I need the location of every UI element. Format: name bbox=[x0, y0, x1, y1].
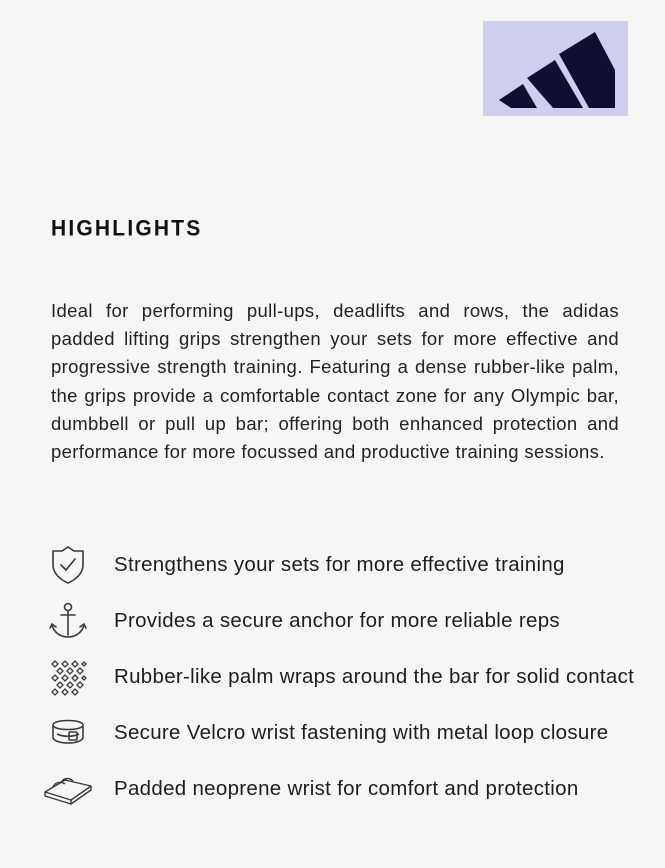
feature-item bbox=[42, 705, 642, 761]
feature-text: Secure Velcro wrist fastening with metal loop closure bbox=[114, 721, 609, 744]
feature-text: Provides a secure anchor for more reliable reps bbox=[114, 609, 560, 632]
feature-item bbox=[42, 649, 642, 705]
wrist-strap-icon bbox=[42, 711, 94, 755]
padded-layers-icon bbox=[42, 767, 94, 811]
product-description: Ideal for performing pull-ups, deadlifts and rows, the adidas padded lifting grips strengthen your sets for more effective and progressive strength training. Featuring a dense rubber-like palm, the grips provide a comfortable contact zone for any Olympic bar, dumbbell or pull up bar; offering both enhanced protection and performance for more focussed and productive training sessions. bbox=[51, 300, 619, 463]
feature-text: Strengthens your sets for more effective training bbox=[114, 553, 565, 576]
textured-grip-icon bbox=[42, 655, 94, 699]
feature-item bbox=[42, 761, 642, 817]
section-title: HIGHLIGHTS bbox=[51, 216, 203, 241]
feature-item bbox=[42, 537, 642, 593]
anchor-icon bbox=[42, 599, 94, 643]
feature-text: Padded neoprene wrist for comfort and protection bbox=[114, 777, 579, 800]
feature-item bbox=[42, 593, 642, 649]
feature-text: Rubber-like palm wraps around the bar for solid contact bbox=[114, 665, 635, 688]
feature-list bbox=[42, 537, 642, 817]
adidas-three-bars-logo-icon bbox=[497, 30, 615, 108]
brand-logo bbox=[483, 21, 628, 116]
shield-check-icon bbox=[42, 543, 94, 587]
